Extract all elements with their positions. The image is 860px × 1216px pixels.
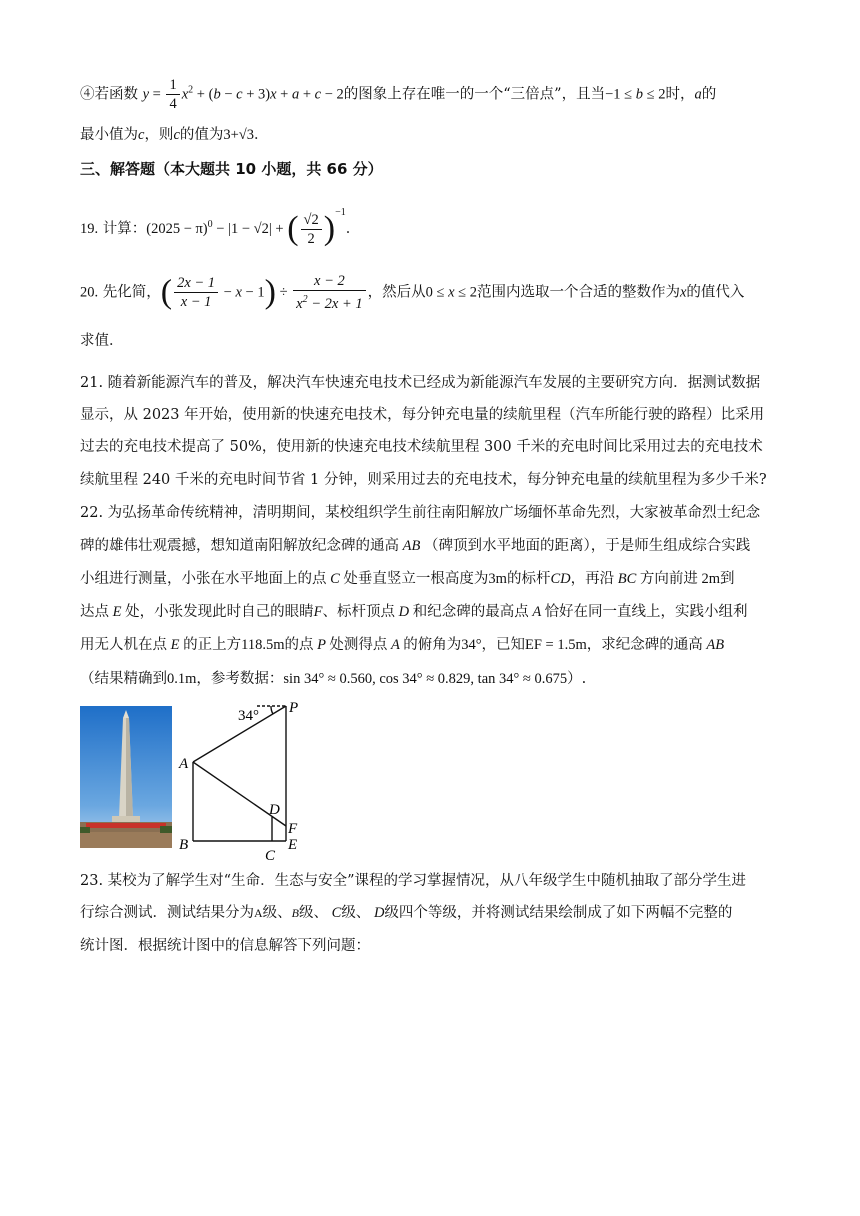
label-C: C <box>265 848 276 864</box>
question-22-line1: 22. 为弘扬革命传统精神，清明期间，某校组织学生前往南阳解放广场缅怀革命先烈，大家被革命烈士纪念 <box>80 505 761 521</box>
question-20-line2: 求值． <box>80 333 124 349</box>
label-P: P <box>289 700 299 716</box>
question-22-line3: 小组进行测量，小张在水平地面上的点 C 处垂直竖立一根高度为3m的标杆CD，再沿 BC 方向前进 2m到 <box>80 571 735 587</box>
label-F: F <box>288 821 298 837</box>
question-22-line5: 用无人机在点 E 的正上方118.5m的点 P 处测得点 A 的俯角为34°，已知EF = 1.5m，求纪念碑的通高 AB <box>80 637 725 653</box>
question-23-line3: 统计图．根据统计图中的信息解答下列问题： <box>80 938 370 954</box>
question-22-line4: 达点 E 处，小张发现此时自己的眼睛F、标杆顶点 D 和纪念碑的最高点 A 恰好在同一直线上，实践小组利 <box>80 604 748 620</box>
question-22-line6: （结果精确到0.1m，参考数据：sin 34° ≈ 0.560, cos 34° ≈ 0.829, tan 34° ≈ 0.675）. <box>80 671 587 687</box>
question-21-line4: 续航里程 240 千米的充电时间节省 1 分钟，则采用过去的充电技术，每分钟充电量的续航里程为多少千米? <box>80 472 767 488</box>
question-21-line2: 显示，从 2023 年开始，使用新的快速充电技术，每分钟充电量的续航里程（汽车所能行驶的路程）比采用 <box>80 407 765 423</box>
geometry-figure <box>175 700 325 865</box>
question-20-line1: 20. 先化简，( $\frac{2x - 1}{x - 1}$ − x − 1) ÷ $\frac{x - 2}{x^2 - 2x + 1}$ ，然后从0 ≤ x ≤ 2范围内选取一个合适的整数作为x的值代入 <box>80 273 745 312</box>
question-23-line1: 23. 某校为了解学生对“生命．生态与安全”课程的学习掌握情况，从八年级学生中随机抽取了部分学生进 <box>80 873 746 889</box>
angle-arc <box>271 706 273 714</box>
question-23-line2: 行综合测试．测试结果分为A级、B级、 C级、 D级四个等级，并将测试结果绘制成了如下两幅不完整的 <box>80 905 733 921</box>
question-21-line1: 21. 随着新能源汽车的普及，解决汽车快速充电技术已经成为新能源汽车发展的主要研究方向．据测试数据 <box>80 375 761 391</box>
label-B: B <box>179 837 189 853</box>
label-E: E <box>288 837 298 853</box>
monument-photo <box>80 706 172 848</box>
question-21-line3: 过去的充电技术提高了 50%，使用新的快速充电技术续航里程 300 千米的充电时间比采用过去的充电技术 <box>80 439 763 455</box>
label-D: D <box>269 802 280 818</box>
question-22-line2: 碑的雄伟壮观震撼，想知道南阳解放纪念碑的通高 AB （碑顶到水平地面的距离），于是师生组成综合实践 <box>80 538 751 554</box>
item4-line2: 最小值为c，则c的值为3+√3． <box>80 127 269 143</box>
section-title: 三、解答题（本大题共 10 小题，共 66 分） <box>80 160 383 178</box>
label-A: A <box>179 756 189 772</box>
item4-answer: 3+√3 <box>223 127 255 143</box>
item4-line1: ④若函数 y = $\frac{1}{4}$ $x^2 + (b - c + 3)x + a + c - 2$的图象上存在唯一的一个“三倍点”，且当−1 ≤ b ≤ 2时，a的 <box>80 77 717 112</box>
question-19: 19. 计算：$(2025 - \pi)^0 - |1 - √2|$ + ( $\frac{√2}{2}$ )$^{-1}$． <box>80 207 361 247</box>
label-angle: 34° <box>238 708 259 724</box>
